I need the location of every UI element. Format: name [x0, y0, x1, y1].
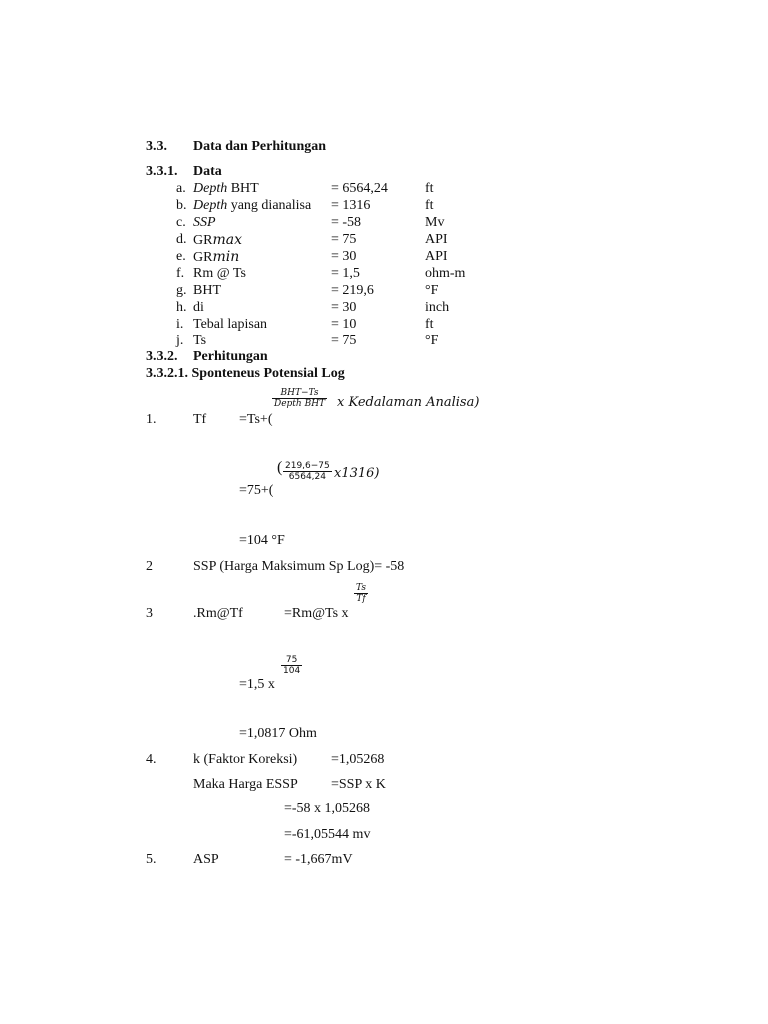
row-letter: d. — [176, 232, 187, 247]
step-value: =SSP x K — [331, 777, 386, 792]
row-label: SSP — [193, 215, 216, 230]
row-label: GRmax — [193, 232, 242, 248]
row-letter: h. — [176, 300, 187, 315]
equation-tail: x1316) — [334, 466, 380, 481]
row-unit: °F — [425, 333, 439, 348]
step-number: 2 — [146, 559, 153, 574]
step-text: SSP (Harga Maksimum Sp Log)= -58 — [193, 559, 405, 574]
row-value: = 30 — [331, 300, 357, 315]
fraction-denominator: 6564,24 — [288, 472, 326, 482]
step-label: Maka Harga ESSP — [193, 777, 298, 792]
row-label: Ts — [193, 333, 207, 348]
row-letter: f. — [176, 266, 185, 281]
step-label: k (Faktor Koreksi) — [193, 752, 298, 767]
row-label: Depth yang dianalisa — [193, 198, 312, 213]
step-value: =1,05268 — [331, 752, 385, 767]
step-number: 5. — [146, 852, 157, 867]
fraction — [272, 388, 327, 409]
step-value: =-61,05544 mv — [284, 827, 371, 842]
row-unit: Mv — [425, 215, 445, 230]
fraction-denominator: Tf — [356, 594, 366, 604]
row-letter: c. — [176, 215, 186, 230]
step-number: 1. — [146, 412, 157, 427]
row-letter: a. — [176, 181, 186, 196]
row-letter: b. — [176, 198, 187, 213]
row-unit: ft — [425, 181, 434, 196]
row-unit: API — [425, 232, 448, 247]
row-value: = 10 — [331, 317, 357, 332]
row-value: = 1,5 — [331, 266, 360, 281]
row-value: = -58 — [331, 215, 362, 230]
row-unit: °F — [425, 283, 439, 298]
open-paren: ( — [277, 459, 283, 476]
exponent-fraction — [281, 655, 302, 676]
row-value: = 6564,24 — [331, 181, 388, 196]
variable-label: Tf — [193, 412, 207, 427]
fraction-numerator: 75 — [281, 655, 302, 666]
row-letter: i. — [176, 317, 184, 332]
row-value: = 219,6 — [331, 283, 374, 298]
subsection-title: Perhitungan — [193, 349, 268, 364]
row-unit: ft — [425, 198, 434, 213]
fraction-denominator: 104 — [283, 666, 301, 676]
subsection-number: 3.3.1. — [146, 164, 178, 179]
row-letter: g. — [176, 283, 187, 298]
row-letter: j. — [176, 333, 184, 348]
exponent-fraction — [354, 583, 368, 604]
row-label: di — [193, 300, 204, 315]
step-number: 3 — [146, 606, 153, 621]
step-number: 4. — [146, 752, 157, 767]
row-unit: ft — [425, 317, 434, 332]
row-label: Depth BHT — [193, 181, 259, 196]
row-label: Tebal lapisan — [193, 317, 268, 332]
step-value: =-58 x 1,05268 — [284, 801, 371, 816]
row-label: BHT — [193, 283, 221, 298]
subsubsection-title: 3.3.2.1. Sponteneus Potensial Log — [146, 366, 345, 381]
fraction-numerator: 219,6−75 — [285, 461, 330, 471]
fraction — [283, 461, 332, 482]
fraction-numerator: BHT−Ts — [272, 388, 327, 399]
row-value: = 75 — [331, 232, 357, 247]
subsection-title: Data — [193, 164, 222, 179]
section-title: Data dan Perhitungan — [193, 139, 327, 154]
section-number: 3.3. — [146, 139, 167, 154]
equation-result: =104 °F — [239, 533, 285, 548]
row-value: = 1316 — [331, 198, 371, 213]
fraction-denominator: Depth BHT — [274, 399, 326, 409]
equation-tail: x Kedalaman Analisa) — [337, 395, 480, 410]
row-unit: API — [425, 249, 448, 264]
row-value: = 75 — [331, 333, 357, 348]
variable-label: .Rm@Tf — [193, 606, 243, 621]
row-unit: ohm-m — [425, 266, 466, 281]
step-label: ASP — [193, 852, 219, 867]
equation-lhs: =75+( — [239, 483, 274, 498]
row-unit: inch — [425, 300, 450, 315]
step-value: = -1,667mV — [284, 852, 353, 867]
equation-lhs: =Rm@Ts x — [284, 606, 349, 621]
equation-lhs: =Ts+( — [239, 412, 273, 427]
equation-result: =1,0817 Ohm — [239, 726, 317, 741]
row-label: Rm @ Ts — [193, 266, 246, 281]
equation-lhs: =1,5 x — [239, 677, 275, 692]
subsection-number: 3.3.2. — [146, 349, 178, 364]
fraction-numerator: Ts — [356, 583, 366, 593]
row-letter: e. — [176, 249, 186, 264]
row-value: = 30 — [331, 249, 357, 264]
row-label: GRmin — [193, 249, 240, 265]
